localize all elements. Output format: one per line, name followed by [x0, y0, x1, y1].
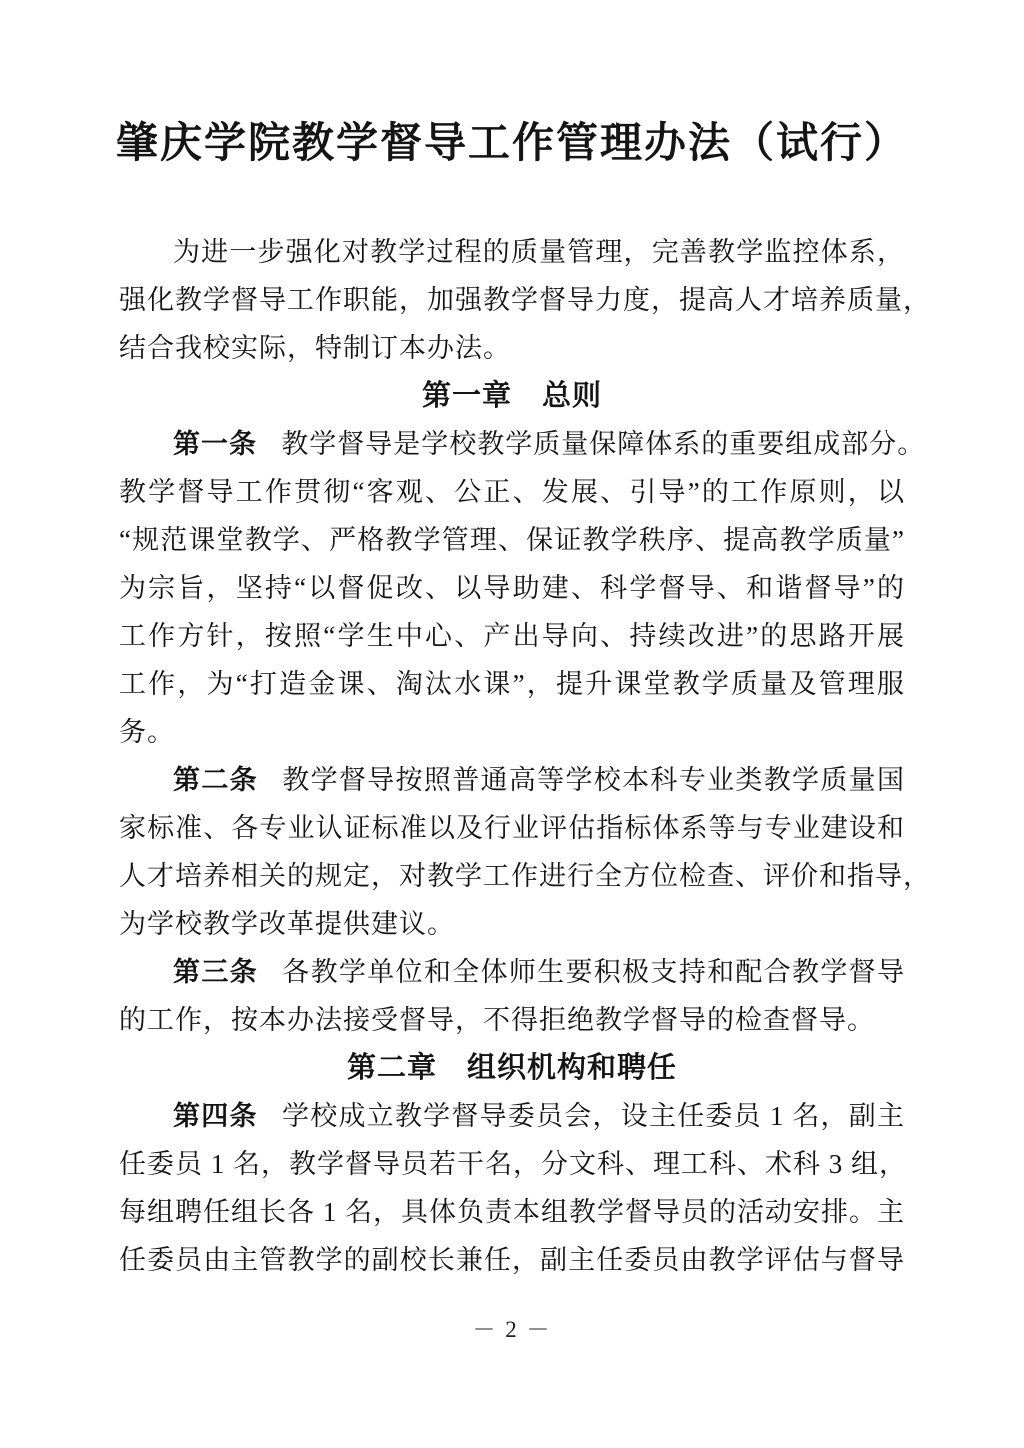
line-text: 工作方针，按照“学生中心、产出导向、持续改进”的思路开展 — [119, 621, 905, 651]
paragraph-line — [119, 708, 905, 756]
paragraph-line — [119, 228, 905, 276]
paragraph-line — [119, 564, 905, 612]
article-number: 第二条 — [173, 765, 258, 795]
document-body — [119, 228, 931, 1284]
line-text: 人才培养相关的规定，对教学工作进行全方位检查、评价和指导， — [119, 861, 931, 891]
chapter-heading-text: 第一章 总则 — [421, 380, 602, 412]
paragraph-line — [119, 324, 905, 372]
article-line — [119, 420, 926, 468]
line-text: 务。 — [119, 717, 175, 747]
article-line — [119, 948, 905, 996]
line-text: 各教学单位和全体师生要积极支持和配合教学督导 — [282, 957, 906, 987]
page-number: － 2 － — [472, 1317, 552, 1342]
article-number: 第三条 — [173, 957, 258, 987]
paragraph-line — [119, 996, 905, 1044]
paragraph-line — [119, 660, 905, 708]
paragraph-line — [119, 276, 931, 324]
paragraph-line — [119, 900, 905, 948]
line-text: 任委员由主管教学的副校长兼任，副主任委员由教学评估与督导 — [119, 1245, 905, 1275]
line-text: 任委员 1 名，教学督导员若干名，分文科、理工科、术科 3 组， — [119, 1149, 907, 1179]
line-text: 每组聘任组长各 1 名，具体负责本组教学督导员的活动安排。主 — [119, 1197, 905, 1227]
line-text: 学校成立教学督导委员会，设主任委员 1 名，副主 — [281, 1101, 906, 1131]
paragraph-line — [119, 612, 905, 660]
document-title: 肇庆学院教学督导工作管理办法（试行） — [115, 121, 908, 167]
line-text: 家标准、各专业认证标准以及行业评估指标体系等与专业建设和 — [119, 813, 905, 843]
line-text: 为宗旨，坚持“以督促改、以导助建、科学督导、和谐督导”的 — [119, 573, 905, 603]
article-line — [119, 1092, 905, 1140]
paragraph-line — [119, 1140, 905, 1188]
chapter-heading-text: 第二章 组织机构和聘任 — [346, 1052, 677, 1084]
line-text: 的工作，按本办法接受督导，不得拒绝教学督导的检查督导。 — [119, 1005, 875, 1035]
line-text: 强化教学督导工作职能，加强教学督导力度，提高人才培养质量， — [119, 285, 931, 315]
line-text: 教学督导工作贯彻“客观、公正、发展、引导”的工作原则，以 — [119, 477, 905, 507]
article-number: 第四条 — [173, 1101, 258, 1131]
line-text: 工作，为“打造金课、淘汰水课”，提升课堂教学质量及管理服 — [119, 669, 905, 699]
line-text: 教学督导按照普通高等学校本科专业类教学质量国 — [282, 765, 906, 795]
paragraph-line — [119, 1236, 905, 1284]
paragraph-line — [119, 516, 905, 564]
chapter-heading — [119, 372, 905, 420]
line-text: 结合我校实际，特制订本办法。 — [119, 333, 511, 363]
article-line — [119, 756, 905, 804]
line-text: 为学校教学改革提供建议。 — [119, 909, 455, 939]
line-text: 为进一步强化对教学过程的质量管理，完善教学监控体系， — [173, 237, 905, 267]
article-number: 第一条 — [173, 429, 257, 459]
paragraph-line — [119, 1188, 905, 1236]
line-text: “规范课堂教学、严格教学管理、保证教学秩序、提高教学质量” — [119, 525, 905, 555]
paragraph-line — [119, 852, 931, 900]
paragraph-line — [119, 804, 905, 852]
paragraph-line — [119, 468, 905, 516]
chapter-heading — [119, 1044, 905, 1092]
line-text: 教学督导是学校教学质量保障体系的重要组成部分。 — [281, 429, 926, 459]
